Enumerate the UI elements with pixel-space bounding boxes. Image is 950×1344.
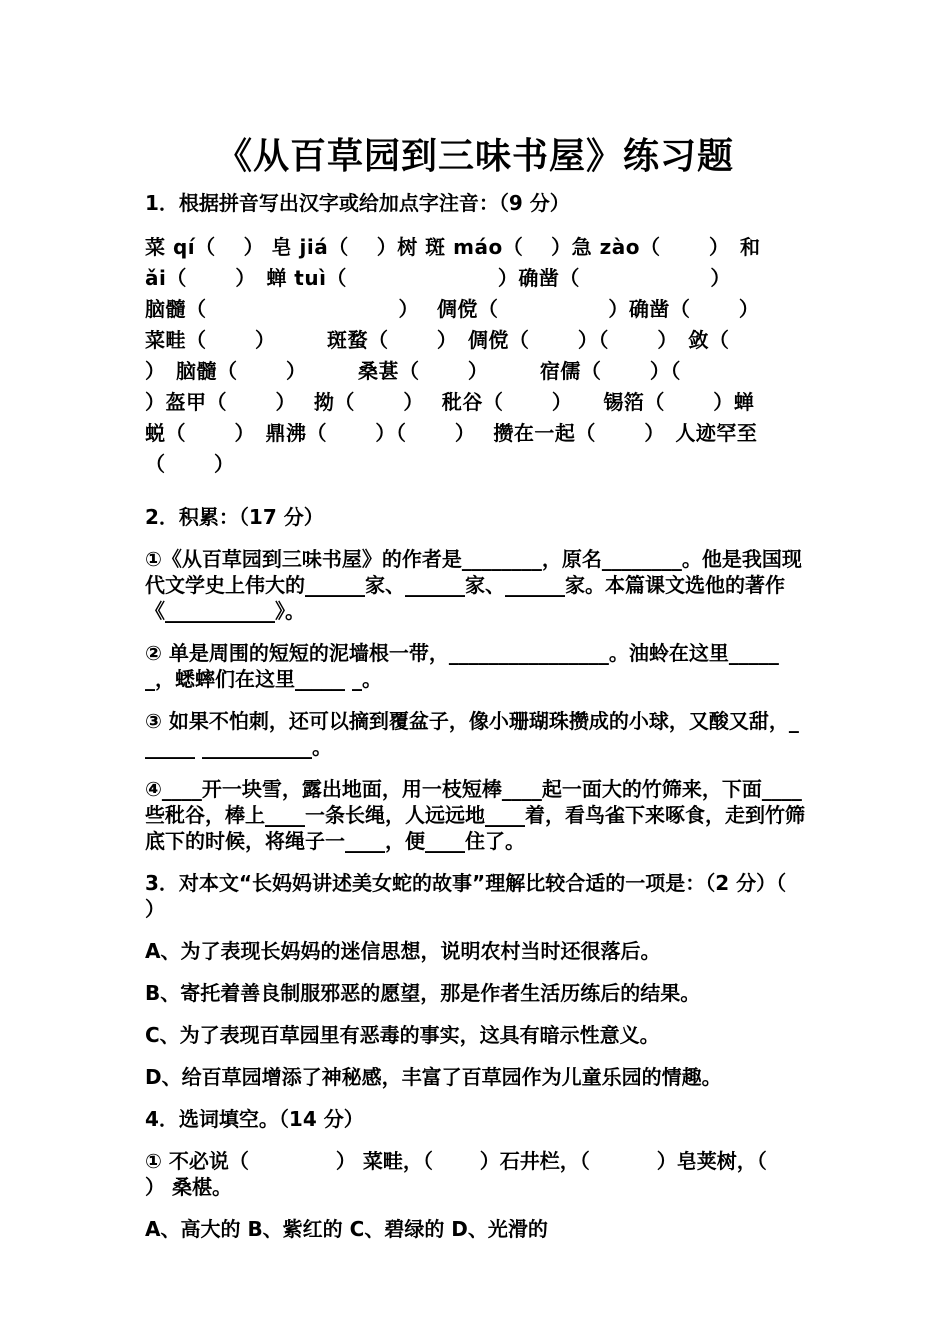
q1-line: （ ） [145, 452, 235, 476]
q1-line: 菜 qí（ ） 皂 jiá（ ）树 斑 máo（ ）急 zào（ ） 和 [145, 235, 761, 259]
q3-option-b: B、寄托着善良制服邪恶的愿望，那是作者生活历练后的结果。 [145, 981, 701, 1005]
q4-item-1: ① 不必说（ ） 菜畦，（ ）石井栏，（ ）皂荚树，（ ） 桑椹。 [145, 1149, 834, 1199]
worksheet-content [145, 190, 834, 1258]
q2-item-2: ② 单是周围的短短的泥墙根一带，________________。油蛉在这里______，蟋蟀们在这里_____ _。 [145, 641, 779, 691]
q1-heading: 1．根据拼音写出汉字或给加点字注音：（9 分） [145, 191, 570, 215]
q1-line: ǎi（ ） 蝉 tuì（ ）确凿（ ） [145, 266, 731, 290]
q1-body [145, 232, 805, 480]
q3-option-c: C、为了表现百草园里有恶毒的事实，这具有暗示性意义。 [145, 1023, 660, 1047]
q1-line: 菜畦（ ） 斑蝥（ ） 倜傥（ ）（ ） 敛（ [145, 328, 730, 352]
q1-line: 蜕（ ） 鼎沸（ ）（ ） 攒在一起（ ） 人迹罕至 [145, 421, 758, 445]
q3-heading: 3．对本文“长妈妈讲述美女蛇的故事”理解比较合适的一项是：（2 分）（ ） [145, 871, 834, 921]
q1-line: ） 脑髓（ ） 桑葚（ ） 宿儒（ ）（ [145, 359, 681, 383]
q3-option-d: D、给百草园增添了神秘感，丰富了百草园作为儿童乐园的情趣。 [145, 1065, 722, 1089]
q4-choices: A、高大的 B、紫红的 C、碧绿的 D、光滑的 [145, 1217, 548, 1241]
q2-item-3: ③ 如果不怕刺，还可以摘到覆盆子，像小珊瑚珠攒成的小球，又酸又甜，______ ___________。 [145, 709, 799, 759]
page-title: 《从百草园到三味书屋》练习题 [215, 136, 734, 177]
q1-line: ）盔甲（ ） 拗（ ） 秕谷（ ） 锡箔（ ）蝉 [145, 390, 755, 414]
q2-item-1: ①《从百草园到三味书屋》的作者是________，原名________。他是我国现代文学史上伟大的______家、______家、______家。本篇课文选他的著作《___________》。 [145, 547, 802, 623]
q4-heading: 4．选词填空。（14 分） [145, 1107, 364, 1131]
q2-heading: 2．积累：（17 分） [145, 505, 324, 529]
q3-option-a: A、为了表现长妈妈的迷信思想，说明农村当时还很落后。 [145, 939, 661, 963]
q2-item-4: ④____开一块雪，露出地面，用一枝短棒____起一面大的竹筛来，下面____些秕谷，棒上____一条长绳，人远远地____着，看鸟雀下来啄食，走到竹筛底下的时候，将绳子一____，便____住了。 [145, 777, 805, 853]
q1-line: 脑髓（ ） 倜傥（ ）确凿（ ） [145, 297, 760, 321]
